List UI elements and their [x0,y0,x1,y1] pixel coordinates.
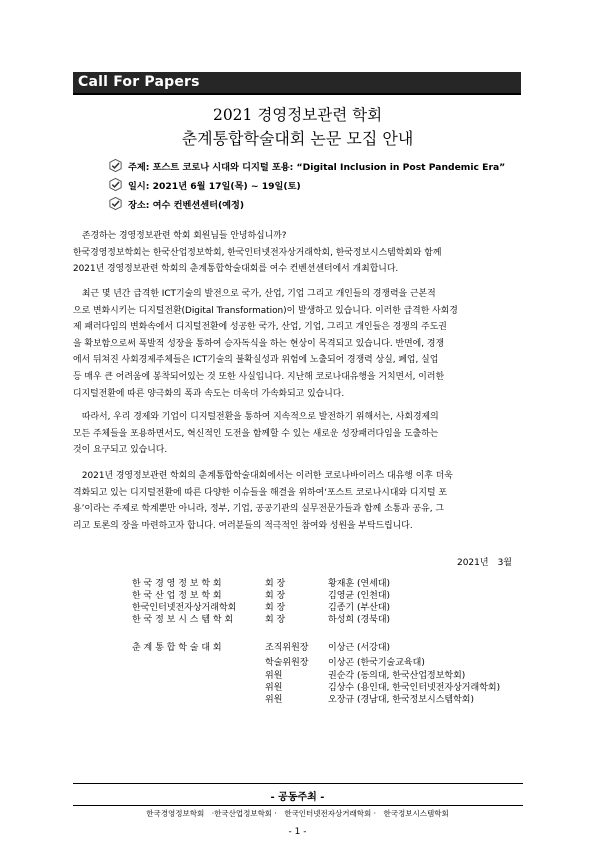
paragraph-line: 제 패러다임의 변화속에서 디지털전환에 성공한 국가, 산업, 기업, 그리고 개인들은 경쟁의 주도권 [73,322,447,333]
checkmark-icon [108,196,123,211]
role: 회 장 [265,615,286,625]
role: 회 장 [265,591,286,601]
role: 위원 [265,671,283,681]
call-for-papers-banner [73,72,521,95]
paragraph-line: 등 매우 큰 어려움에 봉착되어있는 것 또한 사실입니다. 지난해 코로나대유행을 거치면서, 이러한 [73,371,445,382]
paragraph-line: 에서 뒤쳐진 사회경제주체들은 ICT기술의 불확실성과 위험에 노출되어 경쟁력 상실, 폐업, 실업 [73,355,439,366]
info-topic-text: 주제: 포스트 코로나 시대와 디지털 포용: “Digital Inclusion in Post Pandemic Era” [128,161,506,173]
paragraph-greeting [73,228,523,278]
cohost-list: 한국경영정보학회 ·한국산업정보학회 · 한국인터넷전자상거래학회 · 한국정보시스템학회 [146,809,449,818]
role: 학술위원장 [265,658,309,668]
info-topic [108,158,505,173]
checkmark-icon [108,158,123,173]
banner-label: Call For Papers [78,74,200,90]
paragraph-line: 존경하는 경영정보관련 학회 회원님들 안녕하십니까? [73,231,287,241]
role: 위원 [265,683,283,693]
person: 이상곤 (한국기술교육대) [328,658,425,668]
paragraph-line: 따라서, 우리 경제와 기업이 디지털전환을 통하여 지속적으로 발전하기 위해서는, 사회경제의 [73,412,439,422]
society-name: 한 국 정 보 시 스 템 학 회 [132,615,234,625]
committee-name: 춘 계 통 합 학 술 대 회 [132,643,222,653]
paragraph-line: 2021년 경영정보관련 학회의 춘계통합학술대회를 여수 컨벤션센터에서 개최합니다. [73,264,399,275]
title-line-1: 2021 경영정보관련 학회 [212,106,383,124]
cohost-title: - 공동주최 - [270,792,325,803]
role: 조직위원장 [265,643,309,653]
paragraph-line: 용’이라는 주제로 학계뿐만 아니라, 정부, 기업, 공공기관의 실무전문가들과 함께 소통과 공유, 그 [73,504,444,515]
person: 김영균 (인천대) [328,591,391,601]
person: 황재훈 (연세대) [328,579,391,589]
society-name: 한 국 경 영 정 보 학 회 [132,579,222,589]
title-line-2: 춘계통합학술대회 논문 모집 안내 [181,129,414,148]
info-venue [108,196,244,211]
person: 오장규 (경남대, 한국정보시스템학회) [328,695,475,705]
info-date-text: 일시: 2021년 6월 17일(목) ~ 19일(토) [128,180,301,192]
role: 위원 [265,695,283,705]
paragraph-line: 한국경영정보학회는 한국산업정보학회, 한국인터넷전자상거래학회, 한국정보시스템학회와 함께 [73,247,442,258]
cohost-top-divider [73,783,523,784]
cohost-bottom-divider [73,805,523,806]
paragraph-line: 을 확보함으로써 폭발적 성장을 통하여 승자독식을 하는 현상이 목격되고 있습니다. 반면에, 경쟁 [73,338,445,349]
role: 회 장 [265,603,286,613]
person: 이상근 (서강대) [328,643,391,653]
paragraph-line: 디지털전환에 따른 양극화의 폭과 속도는 더욱더 가속화되고 있습니다. [73,388,345,399]
paragraph-line: 리고 토론의 장을 마련하고자 합니다. 여러분들의 적극적인 참여와 성원을 부탁드립니다. [73,520,413,531]
issue-date: 2021년 3월 [456,558,512,568]
info-date [108,177,301,192]
person: 김종기 (부산대) [328,603,391,613]
paragraph-invitation [73,468,523,534]
page-number: - 1 - [288,827,307,837]
paragraph-line: 2021년 경영정보관련 학회의 춘계통합학술대회에서는 이러한 코로나바이러스 대유행 이후 더욱 [73,471,453,481]
checkmark-icon [108,177,123,192]
society-name: 한 국 산 업 정 보 학 회 [132,591,222,601]
paragraph-line: 것이 요구되고 있습니다. [73,445,168,456]
person: 권순각 (동의대, 한국산업정보학회) [328,671,466,681]
paragraph-need [73,409,523,459]
paragraph-line: 격화되고 있는 디지털전환에 따른 다양한 이슈들을 해결을 위하여‘포스트 코로나시대와 디지털 포 [73,487,447,498]
role: 회 장 [265,579,286,589]
paragraph-line: 으로 변화시키는 디지털전환(Digital Transformation)이 발생하고 있습니다. 이러한 급격한 사회경 [73,305,458,316]
paragraph-background [73,286,523,402]
paragraph-line: 최근 몇 년간 급격한 ICT기술의 발전으로 국가, 산업, 기업 그리고 개인들의 경쟁력을 근본적 [73,289,436,299]
paragraph-line: 모든 주체들을 포용하면서도, 혁신적인 도전을 함께할 수 있는 새로운 성장패러다임을 도출하는 [73,428,439,439]
society-name: 한국인터넷전자상거래학회 [132,603,237,613]
person: 김상수 (용인대, 한국인터넷전자상거래학회) [328,683,501,693]
info-venue-text: 장소: 여수 컨벤션센터(예정) [128,199,245,211]
person: 하성희 (경북대) [328,615,391,625]
